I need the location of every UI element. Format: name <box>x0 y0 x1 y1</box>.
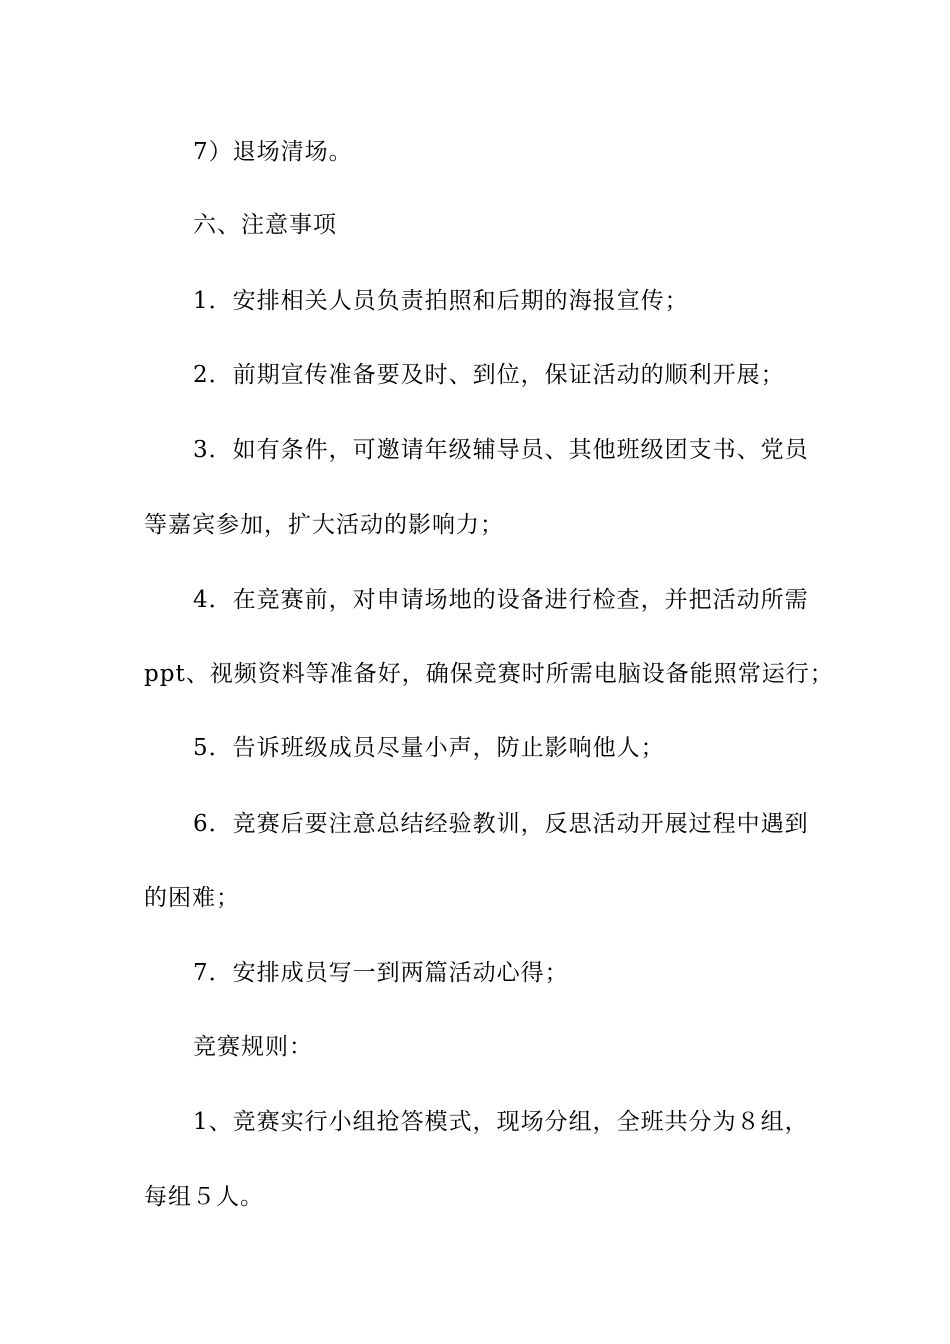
paragraph-line: 1、竞赛实行小组抢答模式，现场分组，全班共分为８组， <box>193 1109 809 1135</box>
paragraph-line: 5．告诉班级成员尽量小声，防止影响他人； <box>193 735 665 761</box>
paragraph-line: 的困难； <box>144 885 240 911</box>
paragraph-line: 7．安排成员写一到两篇活动心得； <box>193 960 569 986</box>
paragraph-line: 2．前期宣传准备要及时、到位，保证活动的顺利开展； <box>193 362 785 388</box>
section-heading: 六、注意事项 <box>193 212 337 238</box>
paragraph-line: 1．安排相关人员负责拍照和后期的海报宣传； <box>193 288 689 314</box>
paragraph-line: 3．如有条件，可邀请年级辅导员、其他班级团支书、党员 <box>193 437 809 463</box>
paragraph-line: 6．竞赛后要注意总结经验教训，反思活动开展过程中遇到 <box>193 811 809 837</box>
paragraph-line: 7）退场清场。 <box>193 139 353 165</box>
paragraph-line: ppt、视频资料等准备好，确保竞赛时所需电脑设备能照常运行； <box>144 661 834 687</box>
paragraph-line: 每组５人。 <box>144 1184 264 1210</box>
paragraph-line: 4．在竞赛前，对申请场地的设备进行检查，并把活动所需 <box>193 587 809 613</box>
paragraph-line: 等嘉宾参加，扩大活动的影响力； <box>144 512 504 538</box>
section-heading: 竞赛规则： <box>193 1034 313 1060</box>
